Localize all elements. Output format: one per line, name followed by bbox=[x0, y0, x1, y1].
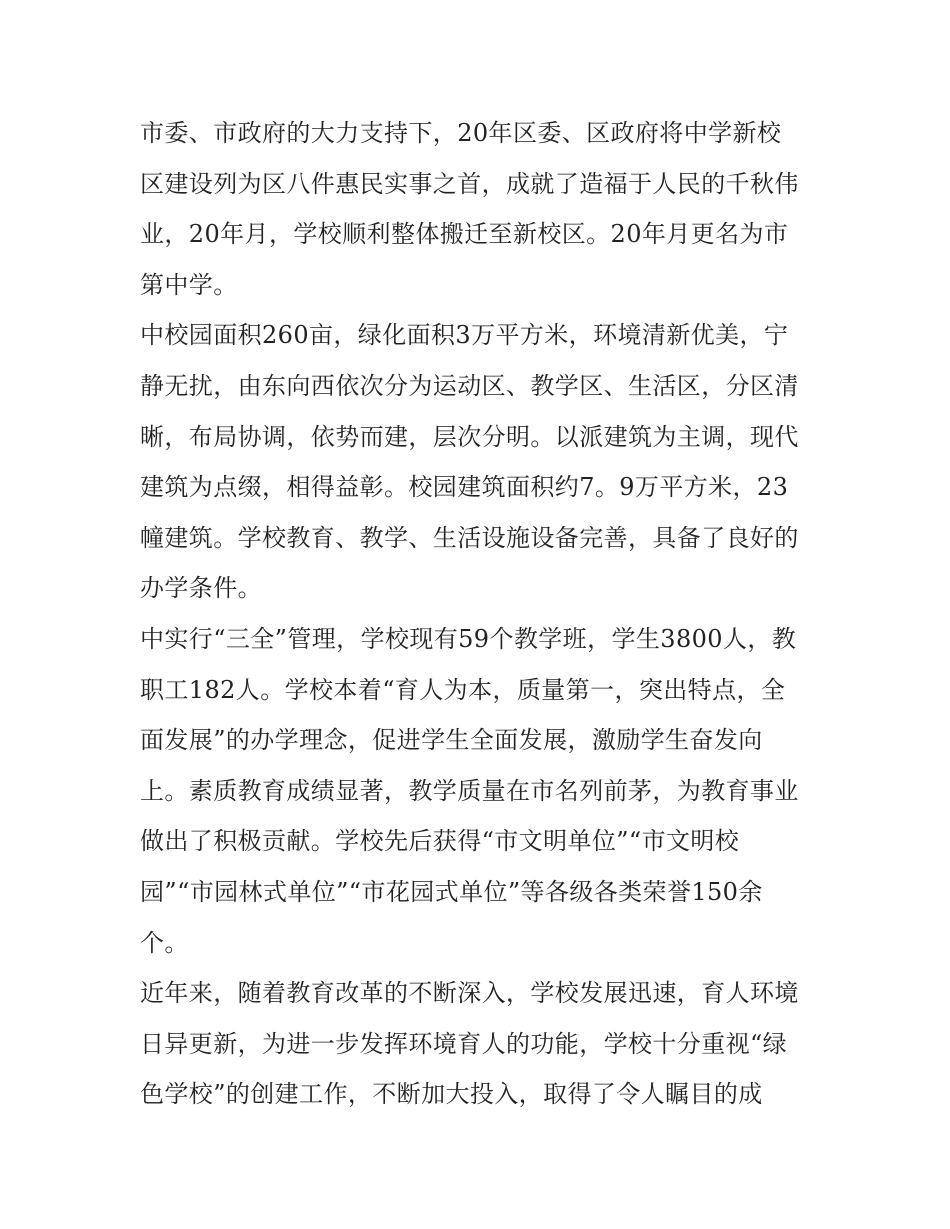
text-line: 个。 bbox=[140, 928, 189, 957]
text-line: 市委、市政府的大力支持下，20年区委、区政府将中学新校 bbox=[140, 119, 782, 147]
text-line: 幢建筑。学校教育、教学、生活设施设备完善，具备了良好的 bbox=[140, 523, 799, 552]
text-line: 中校园面积260亩，绿化面积3万平方米，环境清新优美，宁 bbox=[140, 321, 789, 350]
text-line: 中实行“三全”管理，学校现有59个教学班，学生3800人，教 bbox=[140, 624, 797, 653]
text-line: 色学校”的创建工作，不断加大投入，取得了令人瞩目的成 bbox=[140, 1080, 763, 1109]
text-line: 职工182人。学校本着“育人为本，质量第一，突出特点，全 bbox=[140, 675, 786, 704]
text-line: 晰，布局协调，依势而建，层次分明。以派建筑为主调，现代 bbox=[140, 422, 799, 451]
text-line: 区建设列为区八件惠民实事之首，成就了造福于人民的千秋伟 bbox=[140, 169, 799, 198]
document-body bbox=[140, 108, 820, 1120]
text-line: 办学条件。 bbox=[140, 574, 262, 603]
text-line: 面发展”的办学理念，促进学生全面发展，激励学生奋发向 bbox=[140, 726, 763, 755]
text-line: 业，20年月，学校顺利整体搬迁至新校区。20年月更名为市 bbox=[140, 220, 789, 249]
text-line: 第中学。 bbox=[140, 270, 238, 299]
text-line: 做出了积极贡献。学校先后获得“市文明单位”“市文明校 bbox=[140, 827, 740, 856]
text-line: 近年来，随着教育改革的不断深入，学校发展迅速，育人环境 bbox=[140, 979, 799, 1008]
text-line: 日异更新，为进一步发挥环境育人的功能，学校十分重视“绿 bbox=[140, 1029, 788, 1058]
text-line: 上。素质教育成绩显著，教学质量在市名列前茅，为教育事业 bbox=[140, 776, 799, 805]
text-line: 建筑为点缀，相得益彰。校园建筑面积约7。9万平方米，23 bbox=[140, 473, 789, 502]
text-line: 园”“市园林式单位”“市花园式单位”等各级各类荣誉150余 bbox=[140, 877, 763, 906]
text-line: 静无扰，由东向西依次分为运动区、教学区、生活区，分区清 bbox=[140, 371, 799, 400]
